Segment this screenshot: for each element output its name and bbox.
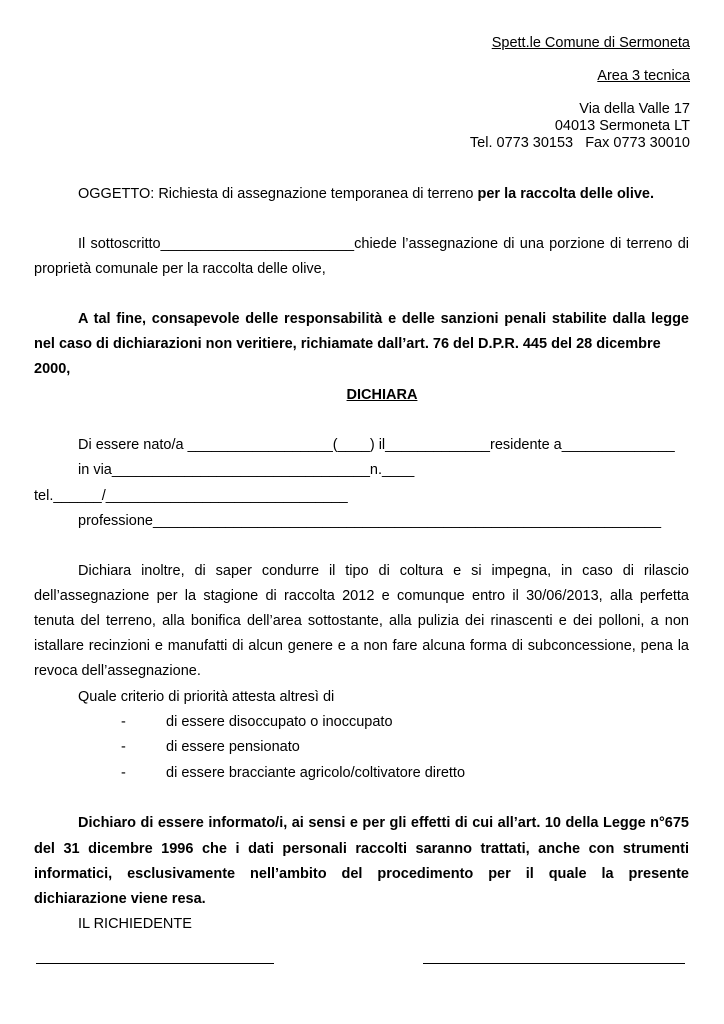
subject-bold: per la raccolta delle olive. <box>477 186 655 202</box>
subject-text: Richiesta di assegnazione temporanea di terreno <box>158 186 474 202</box>
contacts: Tel. 0773 30153 Fax 0773 30010 <box>469 135 690 151</box>
address-city: 04013 Sermoneta LT <box>554 118 690 134</box>
paragraph-line-2: dell’assegnazione per la stagione di raccolta 2012 e comunque entro il 30/06/2013, alla perfetta <box>34 588 689 604</box>
criteria-bullet: - <box>121 739 126 755</box>
paragraph-line-1: Dichiara inoltre, di saper condurre il tipo di coltura e si impegna, in caso di rilascio <box>78 563 689 579</box>
intro-line-1: Il sottoscritto________________________chiede l’assegnazione di una porzione di terreno di <box>78 236 689 252</box>
tel-field[interactable]: tel.______/______________________________ <box>34 488 348 504</box>
privacy-line-2: del 31 dicembre 1996 che i dati personali raccolti saranno trattati, anche con strumenti <box>34 841 689 857</box>
signature-label: IL RICHIEDENTE <box>78 916 192 932</box>
privacy-line-4: dichiarazione viene resa. <box>34 891 206 907</box>
criteria-item-unemployed: di essere disoccupato o inoccupato <box>166 714 393 730</box>
street-field[interactable]: in via________________________________n.____ <box>78 462 415 478</box>
paragraph-line-3: tenuta del terreno, alla bonifica dell’area sottostante, alla pulizia dei rinascenti e dei polloni, a non <box>34 613 689 629</box>
subject-label: OGGETTO: <box>78 186 155 202</box>
privacy-line-3: informatici, esclusivamente nell’ambito del procedimento per il quale la presente <box>34 866 689 882</box>
declaration-line-1: A tal fine, consapevole delle responsabilità e delle sanzioni penali stabilite dalla legge <box>78 311 689 327</box>
criteria-bullet: - <box>121 714 126 730</box>
address-street: Via della Valle 17 <box>579 101 690 117</box>
declaration-line-2: nel caso di dichiarazioni non veritiere, richiamate dall’art. 76 del D.P.R. 445 del 28 dicembre <box>34 336 661 352</box>
birth-residence-field[interactable]: Di essere nato/a __________________(____) il_____________residente a______________ <box>78 437 675 453</box>
profession-field[interactable]: professione_______________________________________________________________ <box>78 513 662 529</box>
paragraph-line-4: istallare recinzioni e manufatti di alcun genere e a non fare alcuna forma di subconcessione, pena la <box>34 638 689 654</box>
privacy-line-1: Dichiaro di essere informato/i, ai sensi e per gli effetti di cui all’art. 10 della Legge n°675 <box>78 815 689 831</box>
signature-line-right[interactable] <box>423 963 685 964</box>
paragraph-line-5: revoca dell’assegnazione. <box>34 663 201 679</box>
criteria-bullet: - <box>121 765 126 781</box>
signature-line-left[interactable] <box>36 963 274 964</box>
criteria-item-pensioner: di essere pensionato <box>166 739 300 755</box>
area: Area 3 tecnica <box>597 68 690 84</box>
dichiara-title: DICHIARA <box>346 387 418 403</box>
criteria-intro: Quale criterio di priorità attesta altresì di <box>78 689 335 705</box>
declaration-line-3: 2000, <box>34 361 71 377</box>
subject-line <box>78 186 654 202</box>
intro-line-2: proprietà comunale per la raccolta delle olive, <box>34 261 326 277</box>
criteria-item-farm-worker: di essere bracciante agricolo/coltivatore diretto <box>166 765 466 781</box>
recipient: Spett.le Comune di Sermoneta <box>491 35 690 51</box>
